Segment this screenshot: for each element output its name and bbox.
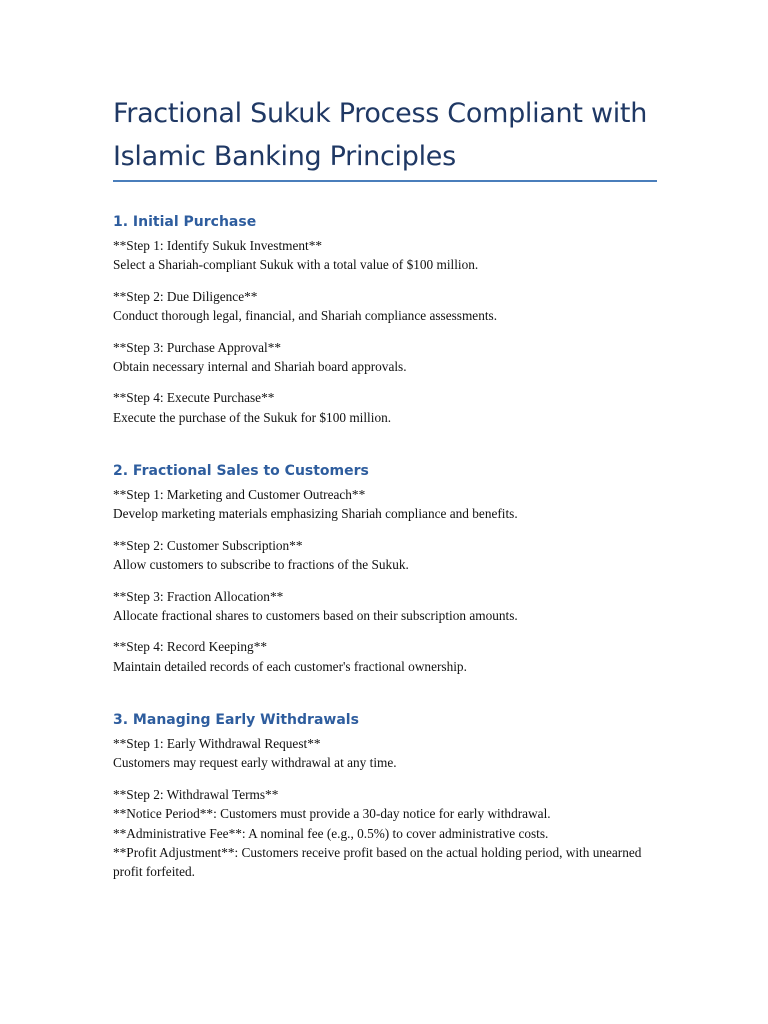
- step-title: **Step 1: Early Withdrawal Request**: [113, 736, 321, 751]
- title-divider: [113, 180, 657, 182]
- term-profit-adjustment: **Profit Adjustment**: Customers receive profit based on the actual holding period, with unearned profit forfeited.: [113, 845, 642, 880]
- step-item: [113, 587, 673, 626]
- document-title: Fractional Sukuk Process Compliant with Islamic Banking Principles: [113, 98, 648, 172]
- step-title: **Step 2: Due Diligence**: [113, 288, 258, 304]
- step-title: **Step 2: Withdrawal Terms**: [113, 786, 279, 802]
- step-item: [113, 485, 673, 524]
- step-description: Execute the purchase of the Sukuk for $100 million.: [113, 409, 392, 425]
- step-description: Select a Shariah-compliant Sukuk with a total value of $100 million.: [113, 257, 479, 273]
- step-title: **Step 3: Fraction Allocation**: [113, 588, 284, 604]
- section-early-withdrawals: [113, 711, 673, 894]
- step-item: [113, 637, 673, 676]
- step-description: Obtain necessary internal and Shariah board approvals.: [113, 359, 407, 375]
- step-item: [113, 338, 673, 377]
- step-title: **Step 2: Customer Subscription**: [113, 537, 303, 553]
- step-item: [113, 734, 673, 773]
- step-description: Allocate fractional shares to customers based on their subscription amounts.: [113, 608, 518, 624]
- step-item: [113, 536, 673, 575]
- step-description: Maintain detailed records of each customer's fractional ownership.: [113, 658, 467, 674]
- section-initial-purchase: [113, 213, 673, 439]
- section-fractional-sales: [113, 462, 673, 688]
- section-heading: 1. Initial Purchase: [113, 214, 257, 230]
- step-title: **Step 1: Marketing and Customer Outreach**: [113, 487, 366, 502]
- term-administrative-fee: **Administrative Fee**: A nominal fee (e.g., 0.5%) to cover administrative costs.: [113, 825, 549, 841]
- step-description: Customers may request early withdrawal at any time.: [113, 755, 397, 771]
- step-item: [113, 785, 673, 882]
- section-heading: 2. Fractional Sales to Customers: [113, 463, 369, 479]
- term-notice-period: **Notice Period**: Customers must provide a 30-day notice for early withdrawal.: [113, 806, 551, 822]
- step-title: **Step 3: Purchase Approval**: [113, 339, 282, 355]
- step-description: Conduct thorough legal, financial, and Shariah compliance assessments.: [113, 308, 498, 324]
- step-title: **Step 1: Identify Sukuk Investment**: [113, 238, 323, 253]
- step-description: Allow customers to subscribe to fractions of the Sukuk.: [113, 557, 409, 573]
- step-item: [113, 287, 673, 326]
- section-heading: 3. Managing Early Withdrawals: [113, 712, 359, 728]
- step-item: [113, 236, 673, 275]
- step-description: Develop marketing materials emphasizing Shariah compliance and benefits.: [113, 506, 518, 522]
- step-title: **Step 4: Record Keeping**: [113, 639, 267, 655]
- step-item: [113, 388, 673, 427]
- step-title: **Step 4: Execute Purchase**: [113, 390, 275, 406]
